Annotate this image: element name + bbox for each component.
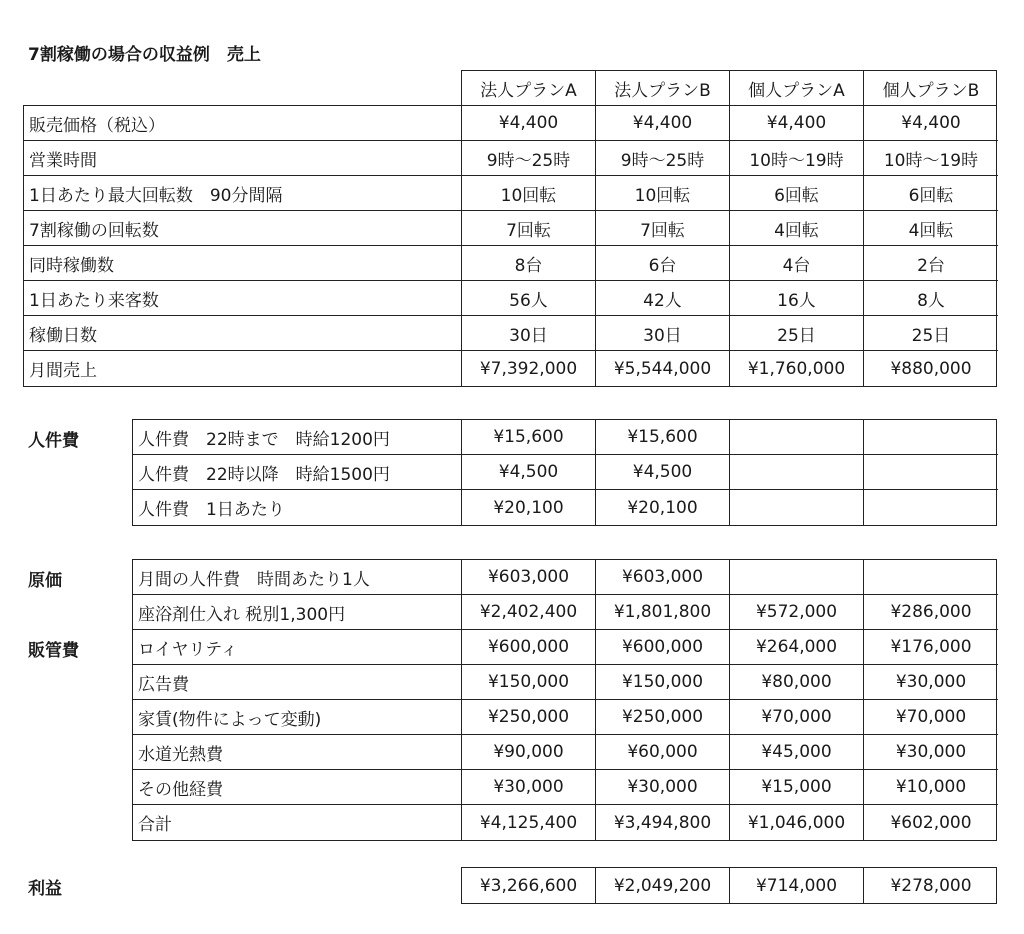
row-label: 同時稼働数 — [24, 246, 462, 281]
table-cell: ¥4,500 — [596, 455, 730, 490]
table-cell: 10回転 — [462, 176, 596, 211]
table-cell: 6台 — [596, 246, 730, 281]
table-cell: 6回転 — [730, 176, 864, 211]
row-label: ロイヤリティ — [133, 630, 462, 665]
row-label: 営業時間 — [24, 141, 462, 176]
row-label: 1日あたり来客数 — [24, 281, 462, 316]
table-cell: 6回転 — [864, 176, 998, 211]
row-label: 稼働日数 — [24, 316, 462, 351]
table-cell: ¥4,400 — [864, 106, 998, 141]
table-cell: ¥150,000 — [596, 665, 730, 700]
table-cell: ¥15,600 — [596, 420, 730, 455]
plan-header-cell: 法人プランB — [596, 71, 730, 106]
row-label: 座浴剤仕入れ 税別1,300円 — [133, 595, 462, 630]
table-cell — [730, 455, 864, 490]
table-cell: 4回転 — [730, 211, 864, 246]
table-cell: ¥1,801,800 — [596, 595, 730, 630]
table-cell: ¥278,000 — [890, 875, 972, 896]
table-cell: ¥20,100 — [462, 490, 596, 525]
row-label: 水道光熱費 — [133, 735, 462, 770]
table-cell: ¥4,125,400 — [462, 805, 596, 840]
table-cell — [864, 455, 998, 490]
table-cell: 25日 — [730, 316, 864, 351]
row-label: 人件費 22時以降 時給1500円 — [133, 455, 462, 490]
sales-table — [23, 105, 997, 387]
table-cell: ¥150,000 — [462, 665, 596, 700]
table-cell: ¥572,000 — [730, 595, 864, 630]
plan-header-cell: 法人プランA — [462, 71, 596, 106]
row-label: 人件費 22時まで 時給1200円 — [133, 420, 462, 455]
table-cell — [864, 560, 998, 595]
table-cell: 10時～19時 — [864, 141, 998, 176]
costs-table — [132, 559, 997, 841]
table-cell: ¥15,000 — [730, 770, 864, 805]
labor-table — [132, 419, 997, 526]
table-cell — [730, 490, 864, 525]
plan-header — [461, 70, 997, 106]
table-cell: 8台 — [462, 246, 596, 281]
table-cell: ¥264,000 — [730, 630, 864, 665]
table-cell: 7回転 — [596, 211, 730, 246]
table-cell: 2台 — [864, 246, 998, 281]
table-cell: ¥3,494,800 — [596, 805, 730, 840]
profit-table — [461, 867, 997, 904]
table-cell: 7回転 — [462, 211, 596, 246]
table-cell — [730, 420, 864, 455]
table-cell: ¥600,000 — [462, 630, 596, 665]
table-cell: ¥4,400 — [596, 106, 730, 141]
table-cell: ¥880,000 — [890, 358, 972, 379]
table-cell: ¥602,000 — [890, 812, 972, 833]
table-cell: ¥30,000 — [462, 770, 596, 805]
table-cell: 9時～25時 — [462, 141, 596, 176]
page-title: 7割稼働の場合の収益例 売上 — [28, 45, 261, 65]
profit-side-label: 利益 — [28, 879, 62, 899]
table-cell: 42人 — [596, 281, 730, 316]
row-label: 月間売上 — [24, 351, 462, 386]
table-cell: ¥1,046,000 — [730, 805, 864, 840]
table-cell: ¥5,544,000 — [596, 351, 730, 386]
table-cell: ¥714,000 — [730, 868, 864, 903]
table-cell: ¥60,000 — [596, 735, 730, 770]
table-cell: ¥250,000 — [596, 700, 730, 735]
table-cell — [864, 490, 998, 525]
table-cell: 16人 — [730, 281, 864, 316]
table-cell: ¥90,000 — [462, 735, 596, 770]
row-label: 7割稼働の回転数 — [24, 211, 462, 246]
table-cell: 30日 — [596, 316, 730, 351]
table-cell: 4台 — [730, 246, 864, 281]
row-label: 1日あたり最大回転数 90分間隔 — [24, 176, 462, 211]
row-label: 人件費 1日あたり — [133, 490, 462, 525]
row-label: 合計 — [133, 805, 462, 840]
table-cell: ¥2,402,400 — [462, 595, 596, 630]
table-cell: ¥7,392,000 — [462, 351, 596, 386]
table-cell: 25日 — [864, 316, 998, 351]
table-cell: 8人 — [864, 281, 998, 316]
table-cell — [864, 420, 998, 455]
cost-side-label: 原価 — [28, 571, 62, 591]
table-cell: ¥70,000 — [730, 700, 864, 735]
table-cell: ¥4,400 — [730, 106, 864, 141]
table-cell: 56人 — [462, 281, 596, 316]
table-cell — [730, 560, 864, 595]
plan-header-cell: 個人プランB — [882, 81, 980, 101]
table-cell: ¥10,000 — [864, 770, 998, 805]
table-cell: 4回転 — [864, 211, 998, 246]
table-cell: ¥603,000 — [596, 560, 730, 595]
labor-side-label: 人件費 — [28, 431, 79, 451]
plan-header-cell: 個人プランA — [730, 71, 864, 106]
row-label: 販売価格（税込） — [24, 106, 462, 141]
table-cell: ¥45,000 — [730, 735, 864, 770]
table-cell: ¥603,000 — [462, 560, 596, 595]
table-cell: ¥30,000 — [864, 665, 998, 700]
table-cell: ¥70,000 — [864, 700, 998, 735]
row-label: 月間の人件費 時間あたり1人 — [133, 560, 462, 595]
table-cell: ¥20,100 — [596, 490, 730, 525]
table-cell: ¥3,266,600 — [462, 868, 596, 903]
row-label: 広告費 — [133, 665, 462, 700]
table-cell: 9時～25時 — [596, 141, 730, 176]
table-cell: ¥15,600 — [462, 420, 596, 455]
table-cell: 10時～19時 — [730, 141, 864, 176]
table-cell: ¥250,000 — [462, 700, 596, 735]
table-cell: ¥30,000 — [864, 735, 998, 770]
table-cell: ¥4,500 — [462, 455, 596, 490]
row-label: その他経費 — [133, 770, 462, 805]
table-cell: ¥286,000 — [864, 595, 998, 630]
table-cell: ¥600,000 — [596, 630, 730, 665]
table-cell: ¥80,000 — [730, 665, 864, 700]
table-cell: ¥2,049,200 — [596, 868, 730, 903]
table-cell: ¥176,000 — [864, 630, 998, 665]
table-cell: 10回転 — [596, 176, 730, 211]
table-cell: 30日 — [462, 316, 596, 351]
row-label: 家賃(物件によって変動) — [133, 700, 462, 735]
table-cell: ¥1,760,000 — [730, 351, 864, 386]
table-cell: ¥30,000 — [596, 770, 730, 805]
table-cell: ¥4,400 — [462, 106, 596, 141]
sga-side-label: 販管費 — [28, 641, 79, 661]
